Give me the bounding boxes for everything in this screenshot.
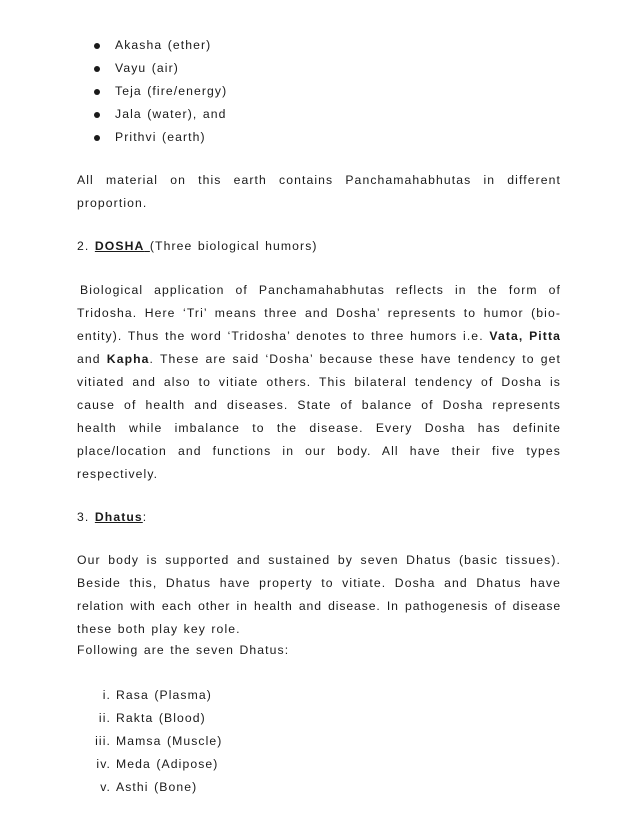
- paragraph-line: cause of health and diseases. State of balance of Dosha represents: [77, 398, 561, 412]
- bullet-dot-icon: [94, 135, 100, 141]
- list-item: Rakta (Blood): [116, 711, 206, 725]
- list-item: Rasa (Plasma): [116, 688, 212, 702]
- list-number: iv.: [96, 757, 111, 771]
- list-item: Teja (fire/energy): [115, 84, 228, 98]
- paragraph-line: relation with each other in health and disease. In pathogenesis of disease: [77, 599, 561, 613]
- list-item: Asthi (Bone): [116, 780, 198, 794]
- list-number: i.: [102, 688, 111, 702]
- paragraph-line: Biological application of Panchamahabhutas reflects in the form of: [80, 283, 561, 297]
- paragraph-line: place/location and functions in our body. All have their five types: [77, 444, 561, 458]
- section-number: 2.: [77, 239, 90, 253]
- bold-term: Kapha: [106, 352, 150, 366]
- list-item: Akasha (ether): [115, 38, 212, 52]
- section-heading-dosha: [77, 239, 561, 253]
- bold-term: Vata, Pitta: [489, 329, 561, 343]
- paragraph-line: these both play key role.: [77, 622, 241, 636]
- bullet-dot-icon: [94, 112, 100, 118]
- heading-colon: :: [142, 510, 148, 524]
- section-title: DOSHA: [94, 239, 145, 253]
- section-number: 3.: [77, 510, 90, 524]
- paragraph-line: respectively.: [77, 467, 159, 481]
- section-title: Dhatus: [94, 510, 143, 524]
- paragraph-line: Our body is supported and sustained by seven Dhatus (basic tissues).: [77, 553, 561, 567]
- list-number: iii.: [95, 734, 111, 748]
- paragraph-line: Following are the seven Dhatus:: [77, 643, 290, 657]
- text-run: entity). Thus the word ‘Tridosha’ denotes to three humors i.e.: [77, 329, 484, 343]
- list-number: ii.: [98, 711, 111, 725]
- text-run: . These are said ‘Dosha’ because these have tendency to get: [149, 352, 561, 366]
- list-number: v.: [100, 780, 111, 794]
- section-heading-dhatus: [77, 510, 561, 524]
- paragraph-line: [77, 329, 561, 343]
- paragraph-line: Tridosha. Here ‘Tri’ means three and Dosha’ represents to humor (bio-: [77, 306, 561, 320]
- list-item: Meda (Adipose): [116, 757, 219, 771]
- paragraph-line: health while imbalance to the disease. Every Dosha has definite: [77, 421, 561, 435]
- bullet-dot-icon: [94, 43, 100, 49]
- text-run: and: [77, 352, 101, 366]
- list-item: Prithvi (earth): [115, 130, 206, 144]
- paragraph-line: Beside this, Dhatus have property to vitiate. Dosha and Dhatus have: [77, 576, 561, 590]
- list-item: Mamsa (Muscle): [116, 734, 223, 748]
- bullet-dot-icon: [94, 66, 100, 72]
- list-item: Jala (water), and: [115, 107, 227, 121]
- bullet-dot-icon: [94, 89, 100, 95]
- list-item: Vayu (air): [115, 61, 179, 75]
- paragraph-line: vitiated and also to vitiate others. This bilateral tendency of Dosha is: [77, 375, 561, 389]
- paragraph-line: [77, 352, 561, 366]
- paragraph-line: proportion.: [77, 196, 148, 210]
- paragraph-line: All material on this earth contains Panchamahabhutas in different: [77, 173, 561, 187]
- section-subtitle: (Three biological humors): [149, 239, 318, 253]
